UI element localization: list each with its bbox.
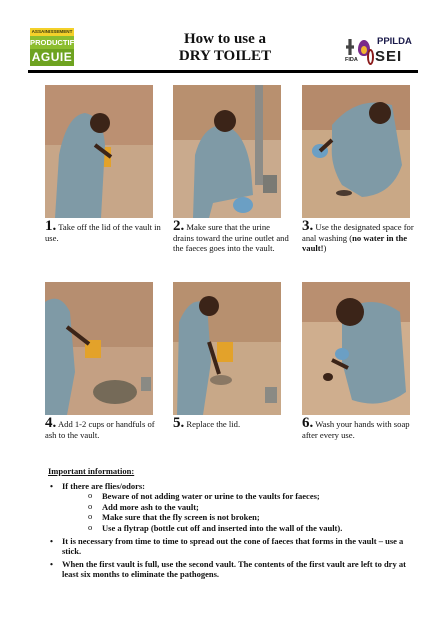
sub-list [62,491,413,533]
list-item: • When the first vault is full, use the second vault. The contents of the first vault are left to dry at least six months to eliminate the pathogens. [48,559,413,580]
info-heading: Important information: [48,466,135,476]
step-3-caption [302,218,420,254]
sei-mark-icon [367,49,374,65]
step-4-caption [45,415,163,440]
step-3-text: Use the designated space for anal washing ( [302,222,414,243]
header-divider [28,70,418,73]
title-line-2: DRY TOILET [178,48,272,64]
step-5-caption [173,415,291,431]
photo-step-3 [302,85,410,218]
step-6-caption [302,415,420,440]
partner-logos [343,36,421,70]
step-4-text: Add 1-2 cups or handfuls of ash to the vault. [45,419,155,440]
ppilda-label: PPILDA [377,36,412,47]
logo-line-3: AGUIE [31,50,73,64]
bullet-flies-odors: If there are flies/odors: [62,480,146,491]
sei-label: SEI [375,48,403,65]
fida-label: FIDA [345,57,358,63]
photo-step-4 [45,282,153,415]
list-item: o Use a flytrap (bottle cut off and inserted into the wall of the vault). [62,523,413,534]
photo-step-1 [45,85,153,218]
step-1-number: 1. [45,218,57,234]
step-3-emphasis: no water in the vault! [302,232,408,254]
list-item [48,481,413,534]
logo-line-2: PRODUCTIF [30,38,75,47]
assainissement-aguie-logo [30,28,74,66]
fida-logo-icon [346,39,354,55]
step-3-text-after: ) [323,243,327,254]
title-line-1: How to use a [183,31,267,47]
photo-step-6 [302,282,410,415]
list-item: o Beware of not adding water or urine to the vaults for faeces; [62,491,413,502]
step-4-number: 4. [45,415,57,431]
photo-step-5 [173,282,281,415]
step-2-caption [173,218,291,254]
page-title [140,31,310,65]
photo-step-2 [173,85,281,218]
step-1-text: Take off the lid of the vault in use. [45,222,161,243]
list-item: • It is necessary from time to time to spread out the cone of faeces that forms in the vault – use a stick. [48,536,413,557]
list-item: o Make sure that the fly screen is not broken; [62,512,413,523]
list-item: o Add more ash to the vault; [62,502,413,513]
logo-line-1: ASSAINISSEMENT [31,29,73,34]
step-5-text: Replace the lid. [186,419,241,429]
step-6-text: Wash your hands with soap after every use. [302,419,410,440]
info-list [48,481,413,580]
step-5-number: 5. [173,415,185,431]
step-6-number: 6. [302,415,314,431]
step-1-caption [45,218,163,243]
step-2-text: Make sure that the urine drains toward the urine outlet and the faeces goes into the vault. [173,222,289,254]
important-information [48,466,413,582]
step-3-number: 3. [302,218,314,234]
step-2-number: 2. [173,218,185,234]
